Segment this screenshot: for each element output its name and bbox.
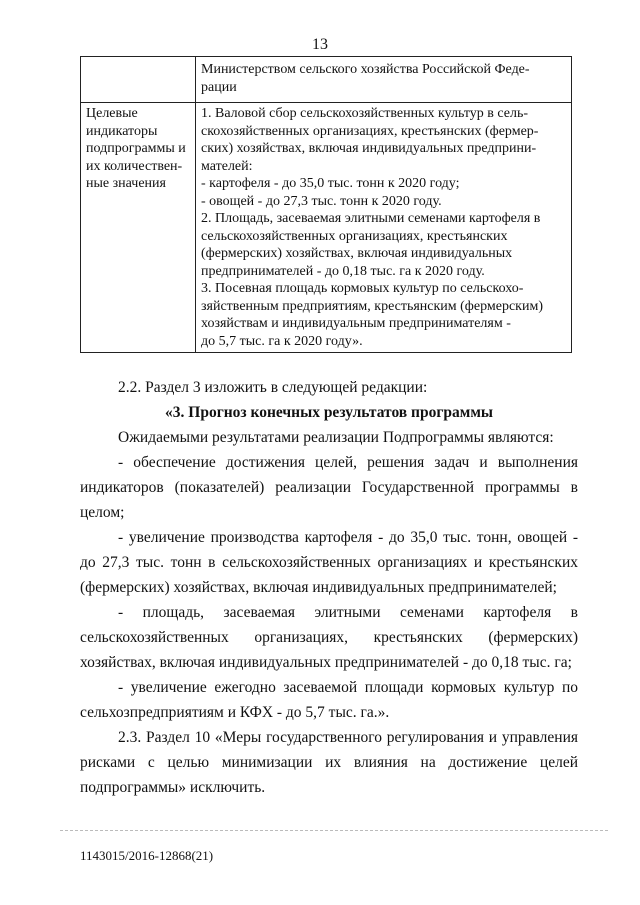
label-line: ные значения	[86, 176, 166, 191]
indicators-table	[80, 56, 572, 353]
table-cell-indicator-values	[196, 103, 572, 353]
footer-divider	[60, 830, 608, 831]
paragraph-fodder-area: - увеличение ежегодно засеваемой площади кормовых культур по сельхозпредприятиям и КФХ - до 5,7 тыс. га.».	[80, 679, 578, 721]
page-number: 13	[312, 36, 328, 53]
ministry-line: Министерством сельского хозяйства Российской Феде-	[201, 62, 530, 77]
value-line: мателей:	[201, 158, 253, 174]
table-row	[81, 57, 572, 103]
label-line: индикаторы	[86, 123, 158, 139]
value-line: до 5,7 тыс. га к 2020 году».	[201, 333, 363, 349]
value-line: 3. Посевная площадь кормовых культур по сельскохо-	[201, 281, 524, 296]
document-body	[80, 375, 578, 800]
value-line: ских) хозяйствах, включая индивидуальных предприни-	[201, 141, 537, 156]
section-heading: «3. Прогноз конечных результатов программы	[165, 404, 493, 421]
value-line: предпринимателей - до 0,18 тыс. га к 2020 году.	[201, 263, 485, 279]
table-cell-indicator-label	[81, 103, 196, 353]
label-line: их количествен-	[86, 158, 183, 174]
value-line: сельскохозяйственных организациях, крестьянских	[201, 228, 508, 244]
value-line: 2. Площадь, засеваемая элитными семенами картофеля в	[201, 211, 541, 226]
value-line: 1. Валовой сбор сельскохозяйственных культур в сель-	[201, 106, 528, 121]
table-cell-ministry	[196, 57, 572, 103]
paragraph-production: - увеличение производства картофеля - до 35,0 тыс. тонн, овощей - до 27,3 тыс. тонн в сельскохозяйственных организациях и крестьянских (фермерских) хозяйствах, включая индивидуальных предпринимателей;	[80, 529, 578, 596]
document-id: 1143015/2016-12868(21)	[80, 848, 214, 863]
value-line: - картофеля - до 35,0 тыс. тонн к 2020 году;	[201, 176, 460, 191]
paragraph-goals: - обеспечение достижения целей, решения задач и выполнения индикаторов (показателей) реализации Государственной программы в целом;	[80, 454, 578, 521]
paragraph-section-2-3: 2.3. Раздел 10 «Меры государственного регулирования и управления рисками с целью минимизации их влияния на достижение целей подпрограммы» исключить.	[80, 729, 578, 796]
value-line: хозяйствам и индивидуальным предпринимателям -	[201, 316, 511, 331]
table-row	[81, 103, 572, 353]
value-line: скохозяйственных организациях, крестьянских (фермер-	[201, 123, 539, 139]
label-line: подпрограммы и	[86, 141, 186, 156]
label-line: Целевые	[86, 106, 138, 121]
paragraph-potato-area: - площадь, засеваемая элитными семенами картофеля в сельскохозяйственных организациях, крестьянских (фермерских) хозяйствах, включая индивидуальных предпринимателей - до 0,18 тыс. га;	[80, 604, 578, 671]
paragraph-expected-results: Ожидаемыми результатами реализации Подпрограммы являются:	[118, 429, 554, 446]
ministry-line: рации	[201, 79, 237, 95]
value-line: - овощей - до 27,3 тыс. тонн к 2020 году.	[201, 193, 442, 209]
paragraph-section-2-2: 2.2. Раздел 3 изложить в следующей редакции:	[118, 379, 428, 396]
value-line: (фермерских) хозяйствах, включая индивидуальных	[201, 246, 513, 261]
value-line: зяйственным предприятиям, крестьянским (фермерским)	[201, 298, 543, 314]
table-cell-empty	[81, 57, 196, 103]
